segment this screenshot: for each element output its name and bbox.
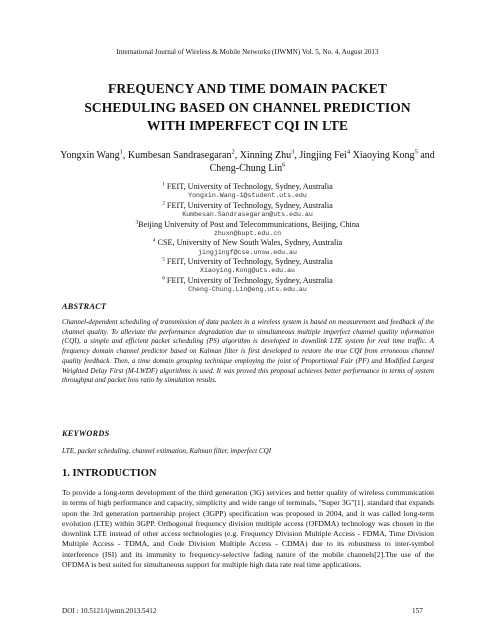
author-name: , Kumbesan Sandrasegaran — [122, 150, 232, 161]
author-index: 1 — [119, 148, 123, 156]
author-name: Yongxin Wang — [60, 150, 120, 161]
introduction-heading: 1. INTRODUCTION — [62, 468, 157, 479]
author-index: 5 — [414, 148, 418, 156]
keywords-heading: KEYWORDS — [62, 429, 110, 438]
affiliation-text: CSE, University of New South Wales, Sydney, Australia — [155, 238, 343, 248]
affiliation-email: Xiaoying.Kong@uts.edu.au — [200, 267, 295, 275]
affiliation-text: FEIT, University of Technology, Sydney, Australia — [164, 275, 333, 285]
affiliation-index: 6 — [162, 275, 165, 282]
title-line: FREQUENCY AND TIME DOMAIN PACKET — [108, 81, 387, 96]
affiliation-text: FEIT, University of Technology, Sydney, Australia — [164, 200, 333, 210]
author-name: , Xinning Zhu — [234, 150, 292, 161]
affiliation-text: FEIT, University of Technology, Sydney, Australia — [164, 257, 333, 267]
affiliation-index: 3 — [135, 218, 139, 225]
affiliation — [60, 220, 435, 230]
affiliation-email: Kumbesan.Sandrasegaran@uts.edu.au — [182, 211, 313, 218]
keywords-text: LTE, packet scheduling, channel estimation, Kalman filter, imperfect CQI — [62, 447, 272, 455]
paper-title — [40, 80, 455, 136]
author-index: 2 — [231, 148, 235, 156]
title-line: SCHEDULING BASED ON CHANNEL PREDICTION — [84, 99, 411, 115]
affiliation-index: 1 — [162, 181, 165, 188]
author-index: 3 — [291, 148, 295, 156]
author-list — [60, 150, 435, 175]
author-name: and Cheng-Chung Lin — [209, 150, 435, 174]
journal-header: International Journal of Wireless & Mobile Networks (IJWMN) Vol. 5, No. 4, August 2013 — [116, 48, 379, 56]
affiliation-email: Yongxin.Wang-1@student.uts.edu — [188, 192, 307, 200]
author-name: , Jingjing Fei — [294, 150, 347, 161]
author-index: 6 — [282, 161, 286, 169]
author-index: 4 — [346, 148, 351, 156]
affiliation — [60, 201, 435, 211]
abstract-heading: ABSTRACT — [62, 302, 107, 311]
affiliation-text: Beijing University of Post and Telecommunications, Beijing, China — [138, 219, 360, 229]
page-number: 157 — [412, 607, 423, 615]
affiliation-index: 4 — [152, 237, 156, 244]
introduction-text: To provide a long-term development of the third generation (3G) services and better quality of wireless communication in terms of high performance and capacity, simplicity and wide range of terminals, "Super 3G"[1]. standard that expands upon the 3rd generation partnership project (3GPP) specification was proposed in 2004, and it was called long-term evolution (LTE) within 3GPP. Orthogonal frequency division multiple access (OFDMA) technology was chosen in the downlink LTE instead of other access technologies (e.g. Frequency Division Multiple Access - FDMA, Time Division Multiple Access - TDMA, and Code Division Multiple Access - CDMA) due to its robustness to inter-symbol interference (ISI) and its immunity to frequency-selective fading nature of the mobile channels[2].The use of the OFDMA is best suited for simultaneous support for multiple high data rate real time applications. — [62, 488, 434, 569]
abstract-text: Channel-dependent scheduling of transmission of data packets in a wireless system is based on measurement and feedback of the channel quality. To alleviate the performance degradation due to simultaneous multiple imperfect channel quality information (CQI), a simple and efficient packet scheduling (PS) algorithm is developed in downlink LTE system for real time traffic. A frequency domain channel predictor based on Kalman filter is first developed to restore the true CQI from erroneous channel quality feedback. Then, a time domain grouping technique employing the joint of Proportional Fair (PF) and Modified Largest Weighted Delay First (M-LWDF) algorithms is used. It was proved this proposal achieves better performance in terms of system throughput and packet loss ratio by simulation results. — [62, 318, 434, 385]
affiliation-text: FEIT, University of Technology, Sydney, Australia — [164, 182, 333, 191]
affiliation-index: 5 — [162, 256, 165, 263]
affiliation — [60, 257, 435, 267]
affiliation-email: jingjingf@cse.unsw.edu.au — [198, 248, 297, 256]
affiliation — [60, 238, 435, 248]
affiliation-list — [60, 182, 435, 295]
title-line: WITH IMPERFECT CQI IN LTE — [146, 118, 349, 133]
affiliation-email: zhuxn@bupt.edu.cn — [213, 229, 282, 237]
affiliation — [60, 182, 435, 192]
affiliation-index: 2 — [162, 200, 165, 207]
author-name: Xiaoying Kong — [350, 150, 415, 161]
affiliation — [60, 276, 435, 286]
doi-footer: DOI : 10.5121/ijwmn.2013.5412 — [62, 607, 157, 615]
affiliation-email: Cheng-Chung.Lin@eng.uts.edu.au — [188, 286, 307, 294]
